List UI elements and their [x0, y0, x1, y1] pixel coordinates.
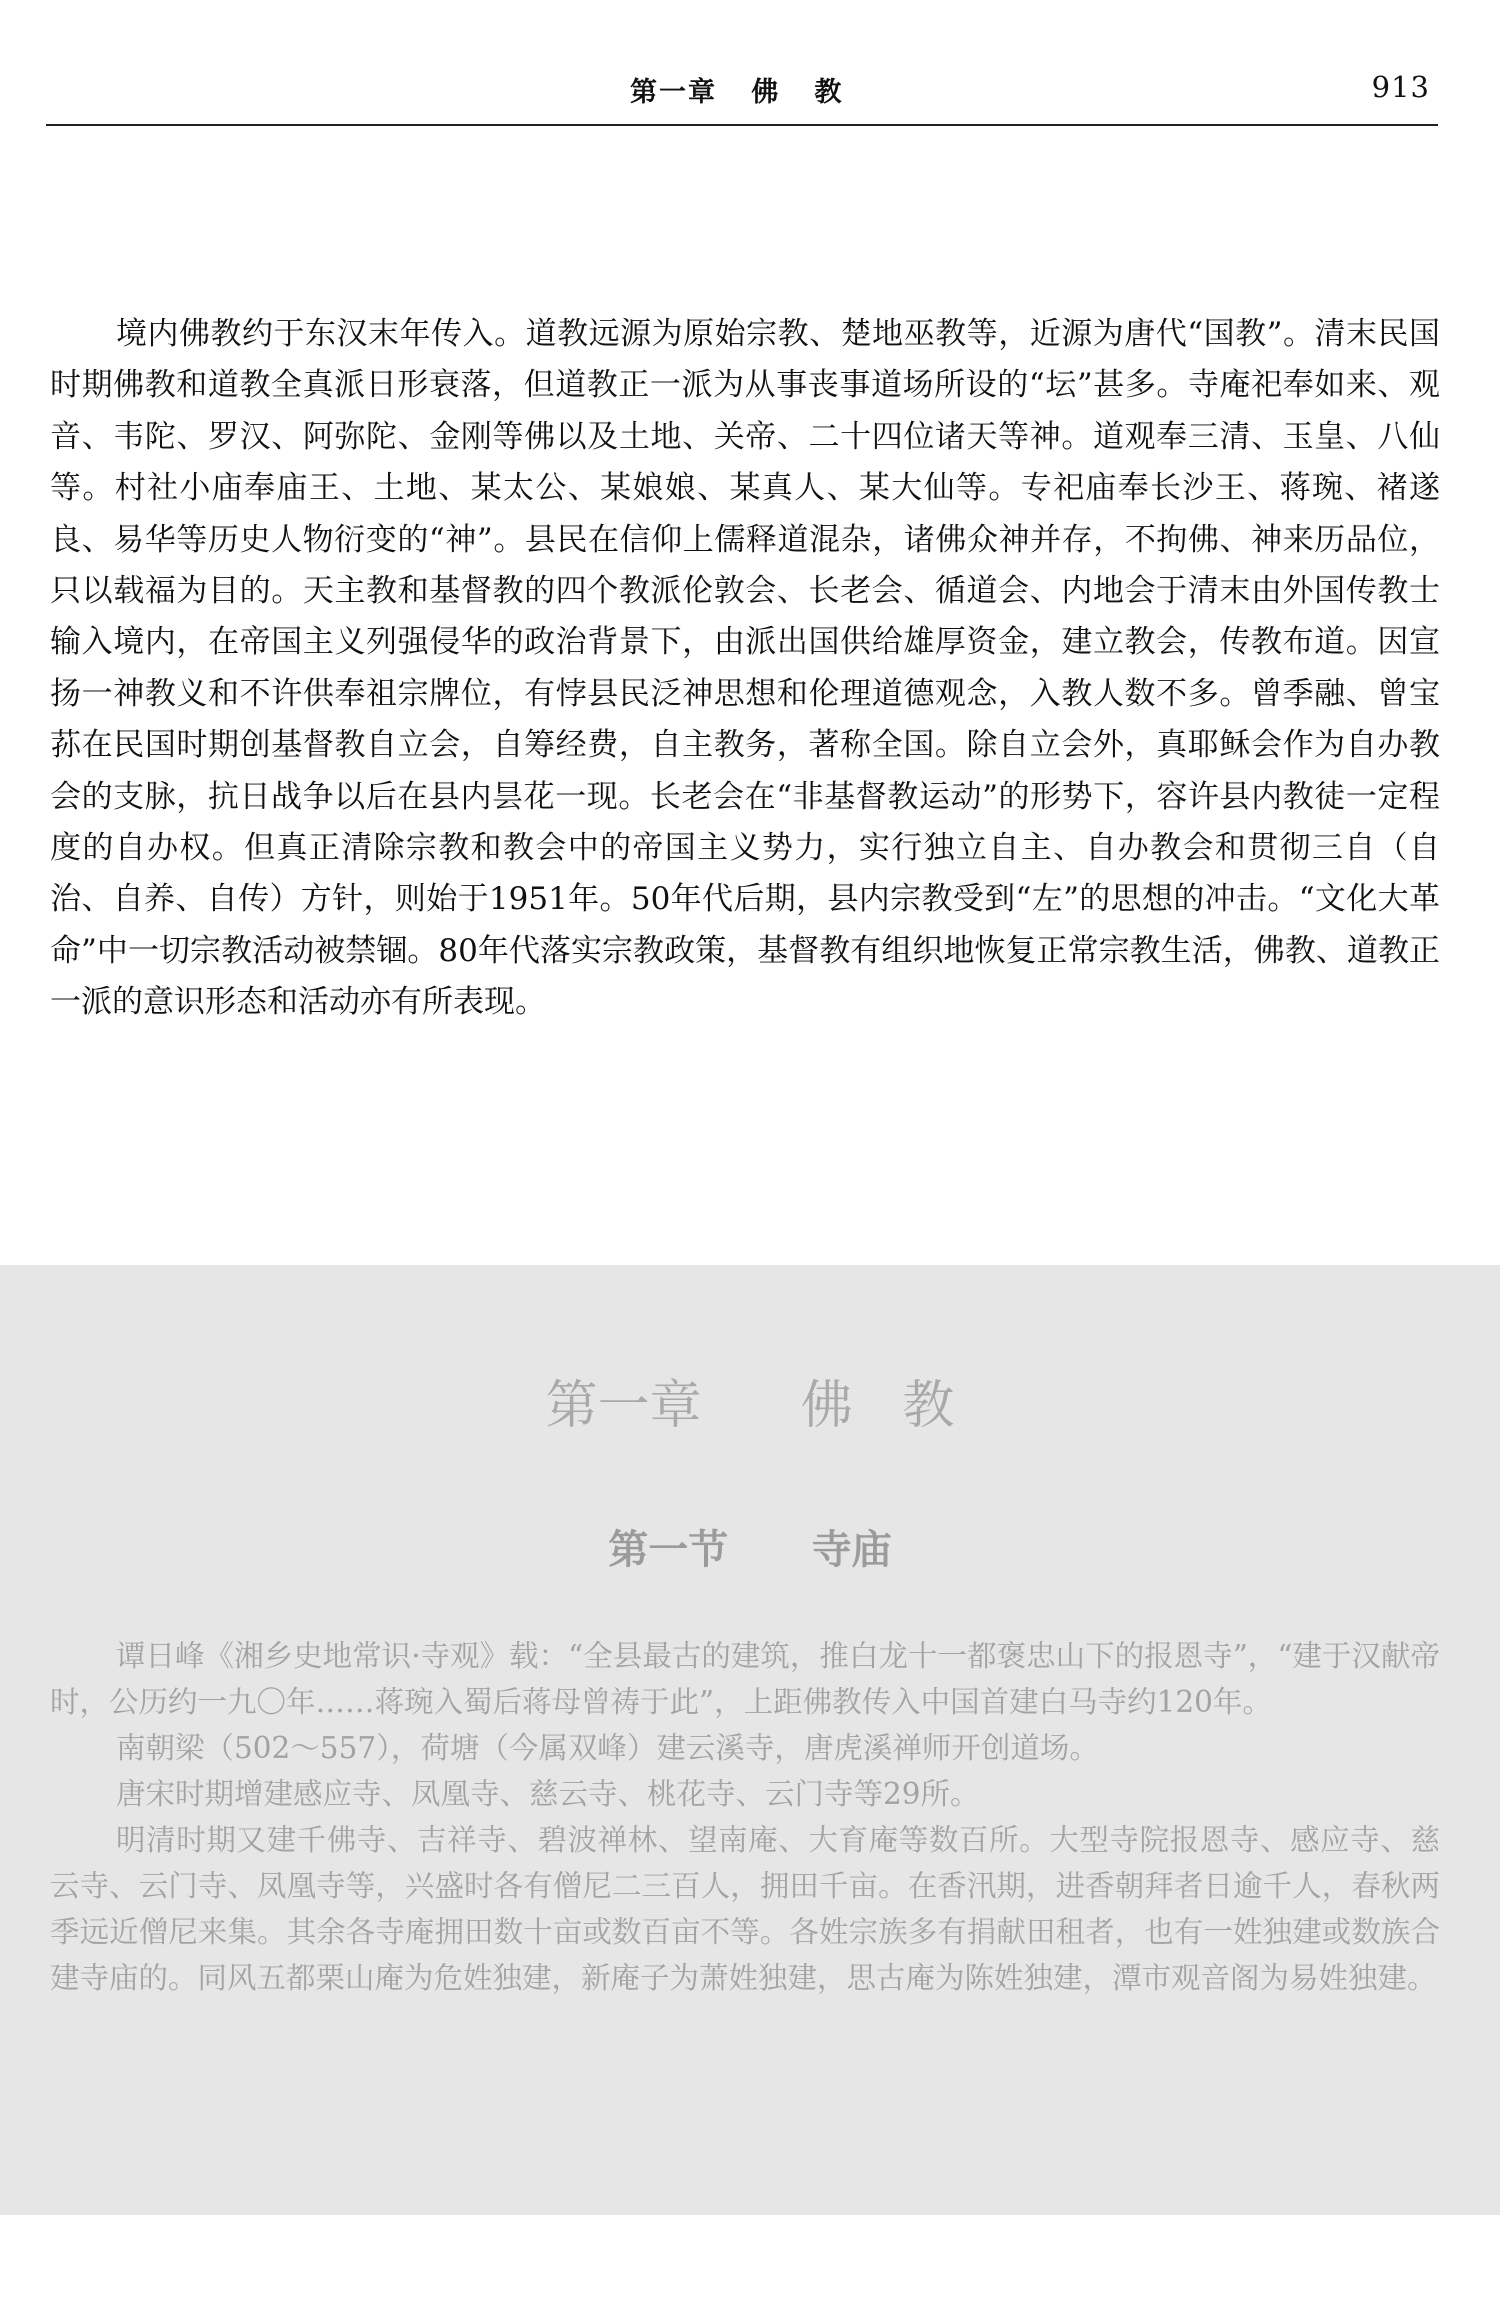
page-number: 913 — [1371, 70, 1430, 104]
section-paragraph: 南朝梁（502～557），荷塘（今属双峰）建云溪寺，唐虎溪禅师开创道场。 — [116, 1731, 1099, 1765]
section-title: 第一节 寺庙 — [608, 1526, 892, 1573]
chapter-title: 第一章 佛 教 — [545, 1376, 955, 1436]
running-header — [46, 62, 1438, 126]
intro-paragraph: 境内佛教约于东汉末年传入。道教远源为原始宗教、楚地巫教等，近源为唐代“国教”。清末民国时期佛教和道教全真派日形衰落，但道教正一派为从事丧事道场所设的“坛”甚多。寺庵祀奉如来、观音、韦陀、罗汉、阿弥陀、金刚等佛以及土地、关帝、二十四位诸天等神。道观奉三清、玉皇、八仙等。村社小庙奉庙王、土地、某太公、某娘娘、某真人、某大仙等。专祀庙奉长沙王、蒋琬、褚遂良、易华等历史人物衍变的“神”。县民在信仰上儒释道混杂，诸佛众神并存，不拘佛、神来历品位，只以载福为目的。天主教和基督教的四个教派伦敦会、长老会、循道会、内地会于清末由外国传教士输入境内，在帝国主义列强侵华的政治背景下，由派出国供给雄厚资金，建立教会，传教布道。因宣扬一神教义和不许供奉祖宗牌位，有悖县民泛神思想和伦理道德观念，入教人数不多。曾季融、曾宝荪在民国时期创基督教自立会，自筹经费，自主教务，著称全国。除自立会外，真耶稣会作为自办教会的支脉，抗日战争以后在县内昙花一现。长老会在“非基督教运动”的形势下，容许县内教徒一定程度的自办权。但真正清除宗教和教会中的帝国主义势力，实行独立自主、自办教会和贯彻三自（自治、自养、自传）方针，则始于1951年。50年代后期，县内宗教受到“左”的思想的冲击。“文化大革命”中一切宗教活动被禁锢。80年代落实宗教政策，基督教有组织地恢复正常宗教生活，佛教、道教正一派的意识形态和活动亦有所表现。 — [50, 316, 1440, 1021]
section-body — [50, 1633, 1440, 2001]
faded-chapter-section — [0, 1265, 1500, 2215]
running-title: 第一章 佛 教 — [630, 77, 844, 108]
section-paragraph: 谭日峰《湘乡史地常识·寺观》载：“全县最古的建筑，推白龙十一都褒忠山下的报恩寺”，“建于汉献帝时，公历约一九〇年……蒋琬入蜀后蒋母曾祷于此”，上距佛教传入中国首建白马寺约120年。 — [50, 1639, 1440, 1719]
section-paragraph: 唐宋时期增建感应寺、凤凰寺、慈云寺、桃花寺、云门寺等29所。 — [116, 1777, 980, 1811]
section-paragraph: 明清时期又建千佛寺、吉祥寺、碧波禅林、望南庵、大育庵等数百所。大型寺院报恩寺、感应寺、慈云寺、云门寺、凤凰寺等，兴盛时各有僧尼二三百人，拥田千亩。在香汛期，进香朝拜者日逾千人，春秋两季远近僧尼来集。其余各寺庵拥田数十亩或数百亩不等。各姓宗族多有捐献田租者，也有一姓独建或数族合建寺庙的。同风五都栗山庵为危姓独建，新庵子为萧姓独建，思古庵为陈姓独建，潭市观音阁为易姓独建。 — [50, 1823, 1440, 1995]
